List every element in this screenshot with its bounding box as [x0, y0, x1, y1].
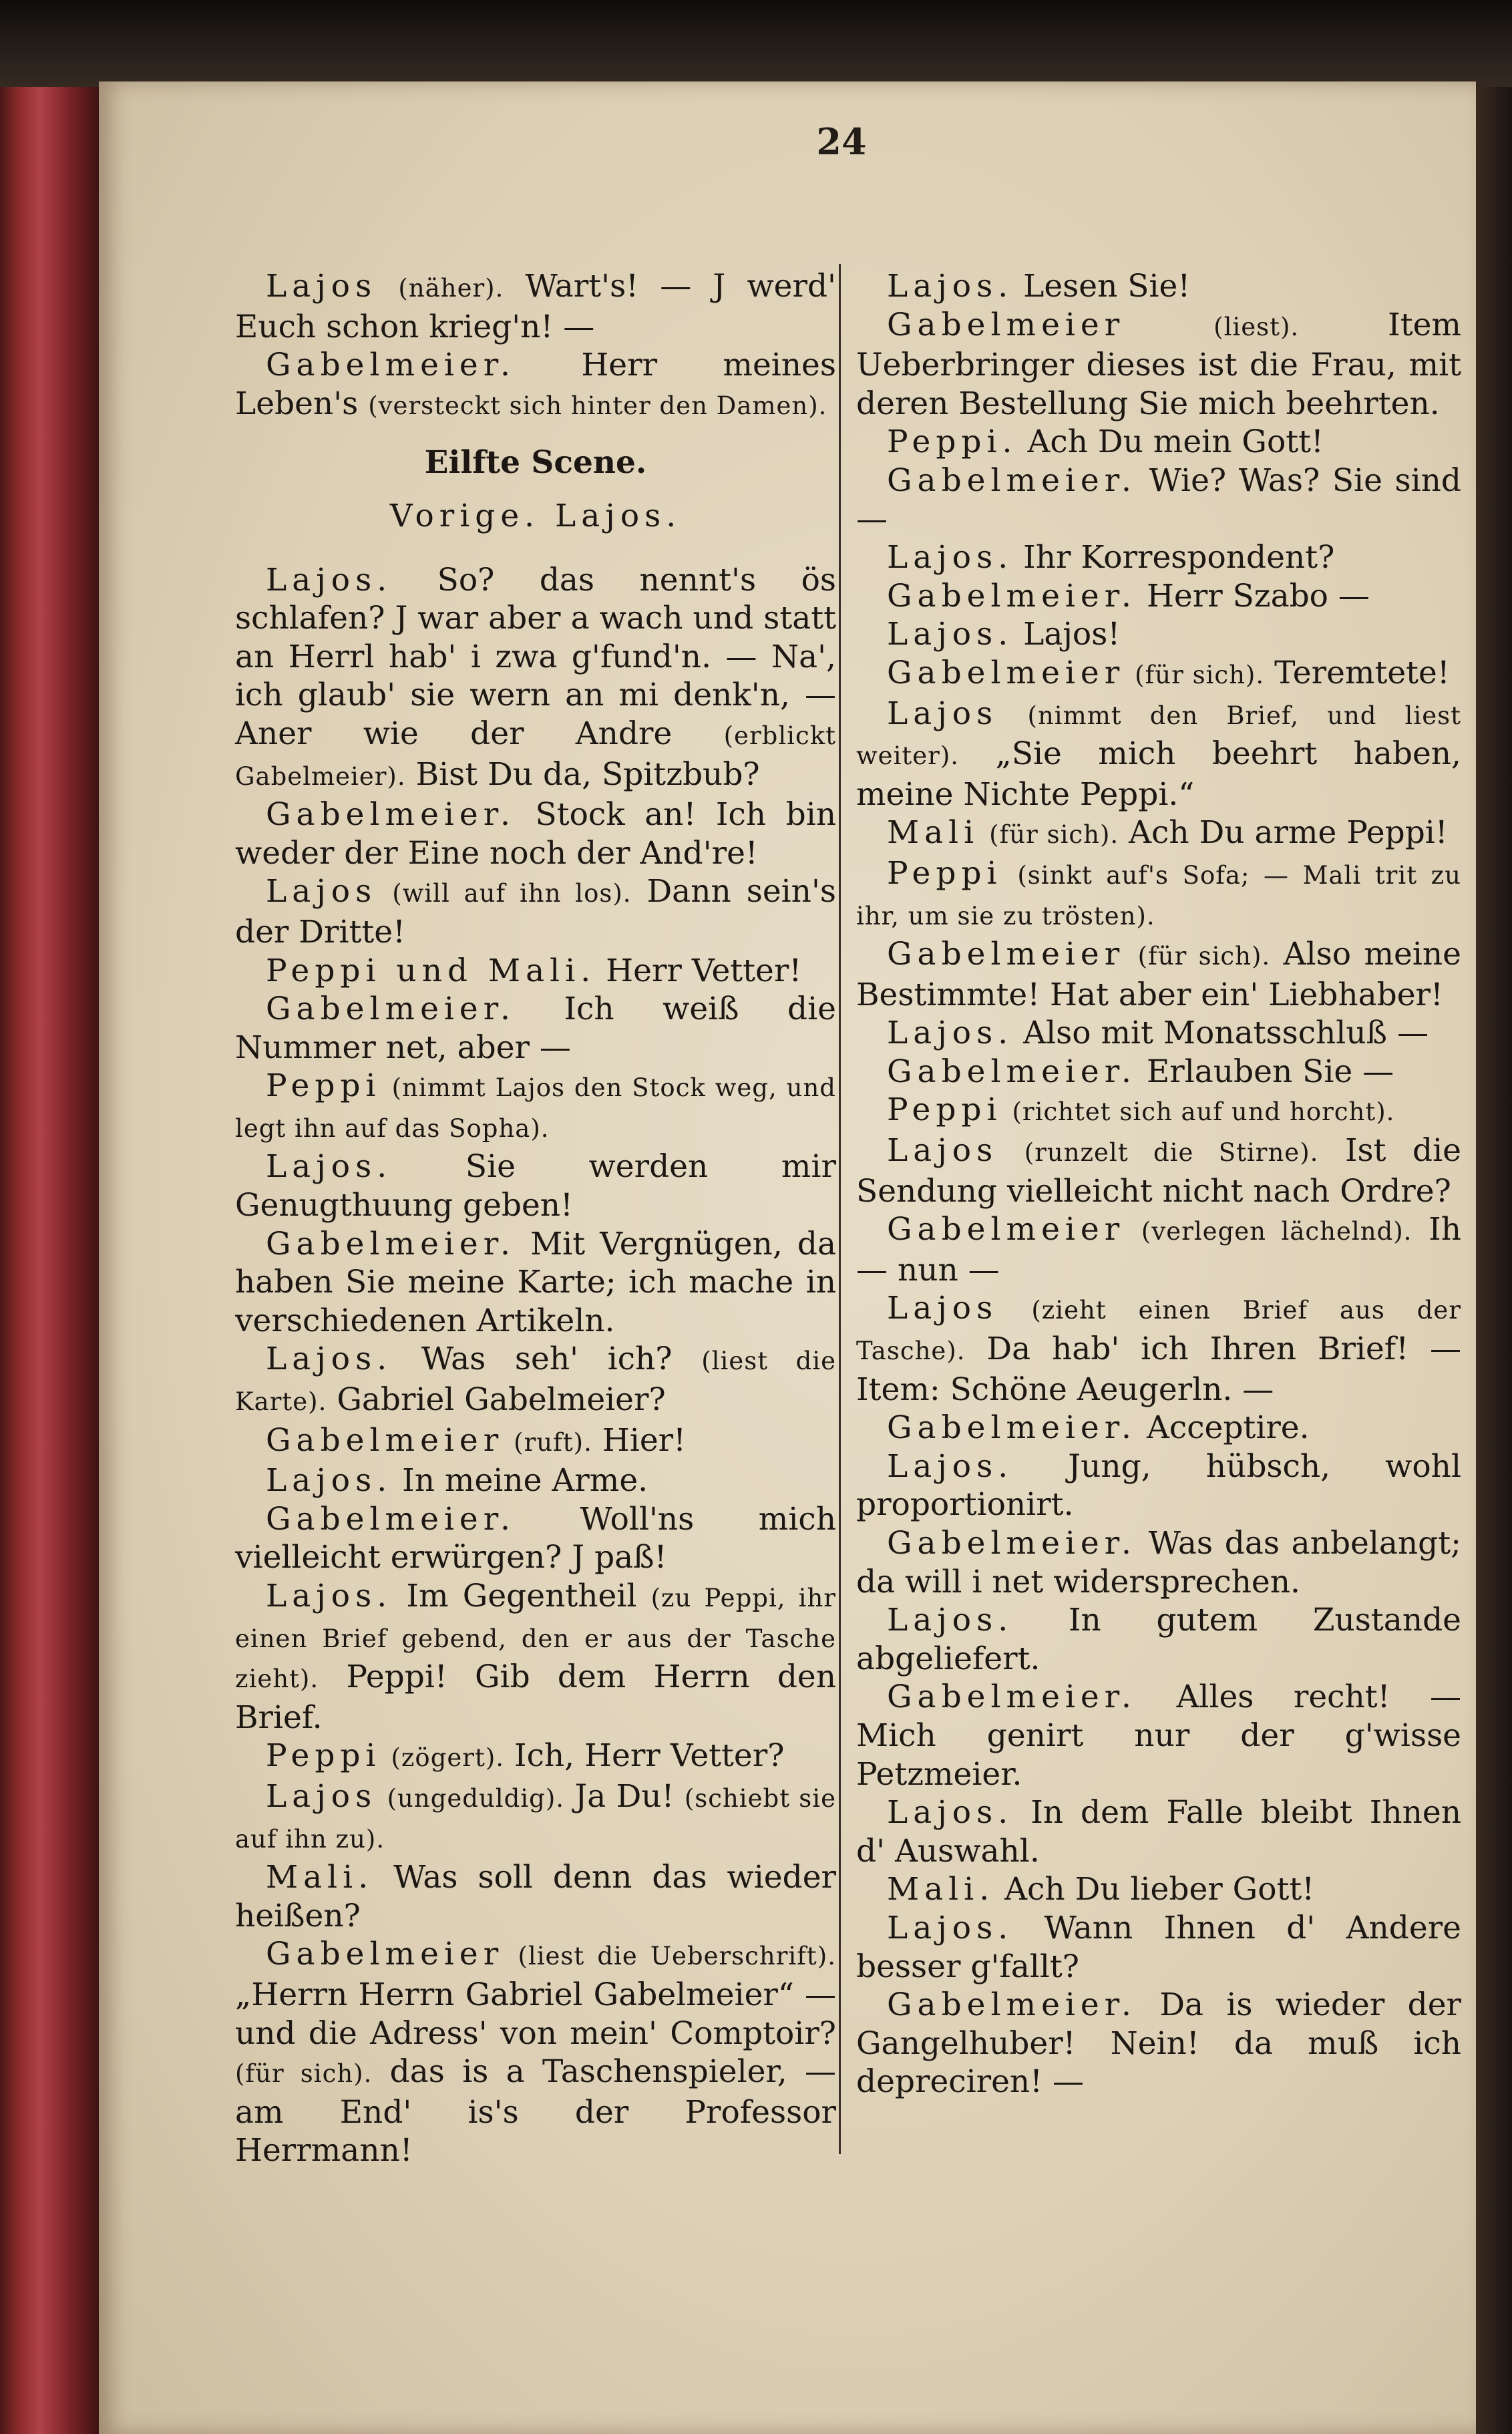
dialogue-text: Jung, hübsch, wohl proportionirt.	[856, 1447, 1461, 1524]
speaker-name: Gabelmeier.	[887, 1409, 1137, 1447]
dialogue-text: Dann sein's der Dritte!	[235, 873, 836, 950]
speaker-name: Lajos.	[266, 1148, 393, 1186]
speaker-name: Peppi	[266, 1067, 381, 1105]
dialogue-text: Was seh' ich?	[421, 1341, 673, 1378]
dialogue-text: Mit Vergnügen, da haben Sie meine Karte; ich mache in verschiedenen Artikeln.	[235, 1225, 836, 1339]
dialogue-text: Stock an! Ich bin weder der Eine noch der And're!	[235, 796, 836, 872]
speaker-name: Gabelmeier.	[887, 1679, 1137, 1716]
column-divider	[839, 264, 841, 2154]
speaker-name: Lajos	[266, 873, 377, 910]
speaker-name: Peppi	[266, 1737, 381, 1775]
speaker-name: Gabelmeier.	[266, 347, 516, 384]
speaker-name: Lajos.	[266, 1341, 393, 1378]
speaker-name: Gabelmeier.	[266, 991, 516, 1028]
speaker-name: Lajos	[266, 268, 377, 305]
dialogue-line	[856, 1601, 1461, 1678]
speaker-name: Lajos.	[266, 1578, 393, 1614]
dialogue-line	[235, 952, 836, 991]
speaker-name: Gabelmeier	[266, 1936, 504, 1973]
speaker-name: Mali.	[266, 1859, 374, 1896]
stage-direction: (für sich).	[1135, 660, 1265, 689]
dialogue-text: Wart's! — J werd' Euch schon krieg'n! —	[235, 268, 836, 345]
dialogue-text: Wie? Was? Sie sind —	[856, 462, 1461, 538]
dialogue-line	[856, 1409, 1461, 1447]
dialogue-text: Acceptire.	[1146, 1409, 1310, 1447]
stage-direction: (liest die Ueberschrift).	[518, 1942, 836, 1971]
dialogue-text: In dem Falle bleibt Ihnen d' Auswahl.	[856, 1794, 1461, 1870]
speaker-name: Lajos	[887, 695, 998, 732]
speaker-name: Lajos.	[887, 268, 1014, 305]
stage-direction: (runzelt die Stirne).	[1024, 1138, 1319, 1168]
dialogue-text: Was soll denn das wieder heißen?	[235, 1859, 836, 1934]
stage-direction: (verlegen lächelnd).	[1141, 1217, 1412, 1246]
speaker-name: Gabelmeier	[887, 654, 1125, 691]
dialogue-text: das is a Taschenspieler, — am End' is's der Professor Herrmann!	[235, 2053, 836, 2169]
speaker-name: Gabelmeier.	[266, 796, 516, 834]
dialogue-line	[856, 462, 1461, 538]
dialogue-line	[856, 1289, 1461, 1409]
dialogue-line	[856, 1210, 1461, 1289]
stage-direction: (ungeduldig).	[387, 1783, 565, 1813]
dialogue-line	[235, 1737, 836, 1777]
dialogue-text: Ach Du lieber Gott!	[1004, 1871, 1315, 1908]
speaker-name: Lajos.	[887, 616, 1014, 653]
dialogue-line	[856, 1053, 1461, 1091]
dialogue-text: Woll'ns mich vielleicht erwürgen? J paß!	[235, 1500, 836, 1576]
dialogue-line	[235, 1340, 836, 1421]
stage-direction: (liest).	[1213, 312, 1300, 341]
dialogue-text: Ja Du!	[574, 1777, 675, 1815]
speaker-name: Gabelmeier	[266, 1421, 504, 1459]
speaker-name: Lajos.	[887, 1602, 1014, 1639]
stage-direction: (liest die Karte).	[235, 1347, 836, 1417]
dialogue-text: Hier!	[602, 1421, 687, 1459]
dialogue-text: Gabriel Gabelmeier?	[337, 1381, 666, 1419]
dialogue-text: Erlauben Sie —	[1146, 1053, 1394, 1090]
stage-direction: (ruft).	[514, 1427, 592, 1457]
dialogue-line	[856, 615, 1461, 654]
dialogue-text: „Sie mich beehrt haben, meine Nichte Peppi.“	[856, 735, 1461, 813]
dialogue-text: Herr Szabo —	[1146, 577, 1370, 615]
stage-direction: (nimmt den Brief, und liest weiter).	[856, 701, 1461, 771]
stage-direction: (versteckt sich hinter den Damen).	[368, 391, 827, 420]
speaker-name: Lajos.	[887, 1015, 1014, 1052]
stage-direction: (für sich).	[1137, 942, 1271, 971]
stage-direction: (für sich).	[989, 820, 1119, 850]
dialogue-line	[235, 1421, 836, 1462]
dialogue-text: „Herrn Herrn Gabriel Gabelmeier“ — und die Adress' von mein' Comptoir?	[235, 1976, 836, 2052]
stage-direction: (richtet sich auf und horcht).	[1012, 1097, 1395, 1127]
dialogue-line	[856, 1447, 1461, 1524]
dialogue-line	[856, 1986, 1461, 2101]
dialogue-line	[235, 1935, 836, 2170]
speaker-name: Gabelmeier	[887, 306, 1125, 343]
right-column	[856, 267, 1461, 2101]
dialogue-line	[856, 854, 1461, 935]
dialogue-text: Herr Vetter!	[606, 952, 802, 989]
scene-title: Eilfte Scene.	[424, 444, 647, 482]
speaker-name: Mali.	[887, 1871, 995, 1908]
dialogue-line	[235, 561, 836, 796]
dialogue-line	[856, 538, 1461, 577]
speaker-name: Peppi.	[887, 423, 1018, 461]
speaker-name: Lajos.	[887, 1447, 1014, 1485]
dialogue-line	[856, 1909, 1461, 1986]
dialogue-text: In gutem Zustande abgeliefert.	[856, 1602, 1461, 1677]
book-spine	[0, 87, 100, 2434]
dialogue-line	[856, 423, 1461, 462]
speaker-name: Lajos	[266, 1777, 377, 1815]
dialogue-line	[235, 1225, 836, 1341]
speaker-name: Mali	[887, 814, 980, 852]
dialogue-text: Ihr Korrespondent?	[1023, 539, 1335, 576]
dialogue-text: Also meine Bestimmte! Hat aber ein' Liebhaber!	[856, 936, 1461, 1013]
dialogue-line	[235, 1461, 836, 1500]
dialogue-line	[235, 1858, 836, 1935]
dialogue-line	[856, 1678, 1461, 1793]
speaker-name: Gabelmeier.	[887, 577, 1137, 615]
dialogue-line	[856, 814, 1461, 854]
dialogue-line	[856, 577, 1461, 616]
dialogue-text: Ich weiß die Nummer net, aber —	[235, 991, 836, 1066]
dialogue-line	[235, 1148, 836, 1224]
dialogue-line	[856, 1091, 1461, 1132]
speaker-name: Lajos.	[887, 1909, 1014, 1946]
speaker-name: Lajos.	[887, 1794, 1014, 1832]
stage-direction: (für sich).	[235, 2059, 373, 2089]
book-edge	[1473, 87, 1512, 2434]
stage-direction: (sinkt auf's Sofa; — Mali trit zu ihr, um sie zu trösten).	[856, 860, 1461, 930]
dialogue-text: So? das nennt's ös schlafen? J war aber a wach und statt an Herrl hab' i zwa g'fund'n. — Na', ich glaub' sie wern an mi denk'n, — Aner wie der Andre	[235, 561, 836, 752]
dialogue-text: Herr meines Leben's	[235, 347, 836, 422]
dialogue-line	[235, 1777, 836, 1858]
speaker-name: Gabelmeier	[887, 936, 1125, 973]
speaker-name: Gabelmeier.	[887, 1986, 1137, 2024]
dialogue-text: Lajos!	[1023, 616, 1121, 653]
dialogue-line	[235, 872, 836, 951]
dialogue-line	[856, 935, 1461, 1014]
dialogue-line	[235, 990, 836, 1067]
dialogue-text: Ist die Sendung vielleicht nicht nach Ordre?	[856, 1132, 1461, 1210]
dialogue-line	[235, 1500, 836, 1577]
dialogue-text: Ih — nun —	[856, 1211, 1461, 1288]
speaker-name: Lajos.	[266, 1462, 393, 1500]
speaker-name: Gabelmeier.	[887, 462, 1137, 499]
stage-direction: (will auf ihn los).	[392, 879, 632, 908]
dialogue-line	[235, 796, 836, 872]
dialogue-text: Alles recht! — Mich genirt nur der g'wisse Petzmeier.	[856, 1679, 1461, 1793]
dialogue-line	[856, 1793, 1461, 1870]
dialogue-text: Ich, Herr Vetter?	[514, 1737, 785, 1775]
dialogue-line	[856, 267, 1461, 306]
dialogue-text: Sie werden mir Genugthuung geben!	[235, 1148, 836, 1224]
dialogue-line	[856, 1524, 1461, 1601]
speaker-name: Gabelmeier.	[266, 1225, 516, 1262]
speaker-name: Lajos	[887, 1132, 998, 1170]
speaker-name: Lajos	[887, 1290, 998, 1327]
dialogue-text: Item Ueberbringer dieses ist die Frau, mit deren Bestellung Sie mich beehrten.	[856, 306, 1461, 422]
dialogue-line	[235, 346, 836, 425]
dialogue-text: Da is wieder der Gangelhuber! Nein! da muß ich depreciren! —	[856, 1986, 1461, 2101]
dialogue-text: Ach Du mein Gott!	[1027, 423, 1324, 461]
stage-direction: (schiebt sie auf ihn zu).	[235, 1783, 836, 1854]
speaker-name: Gabelmeier	[887, 1211, 1125, 1248]
dialogue-text: Wann Ihnen d' Andere besser g'fallt?	[856, 1909, 1461, 1985]
speaker-name: Peppi und Mali.	[266, 952, 596, 989]
dialogue-text: Peppi! Gib dem Herrn den Brief.	[235, 1659, 836, 1736]
stage-direction: (zögert).	[391, 1743, 505, 1773]
speaker-name: Gabelmeier.	[887, 1053, 1137, 1090]
page-number: 24	[816, 120, 867, 163]
stage-direction: (näher).	[398, 274, 504, 303]
dialogue-line	[235, 267, 836, 346]
dialogue-line	[235, 1067, 836, 1148]
dialogue-text: Was das anbelangt; da will i net widersprechen.	[856, 1525, 1461, 1600]
dialogue-line	[856, 1132, 1461, 1210]
dialogue-line	[856, 1014, 1461, 1053]
speaker-name: Gabelmeier.	[887, 1525, 1137, 1562]
speaker-name: Peppi	[887, 854, 1002, 892]
speaker-name: Peppi	[887, 1091, 1002, 1129]
left-column	[235, 267, 836, 2170]
dialogue-text: Lesen Sie!	[1023, 268, 1191, 305]
dialogue-text: In meine Arme.	[402, 1462, 648, 1500]
dialogue-line	[856, 306, 1461, 423]
scene-persons: Vorige. Lajos.	[389, 497, 682, 534]
stage-direction: (zieht einen Brief aus der Tasche).	[856, 1296, 1461, 1366]
dialogue-text: Bist Du da, Spitzbub?	[415, 755, 760, 793]
stage-direction: (zu Peppi, ihr einen Brief gebend, den er aus der Tasche zieht).	[235, 1584, 836, 1694]
dialogue-line	[856, 654, 1461, 695]
dialogue-text: Ach Du arme Peppi!	[1129, 814, 1448, 852]
dialogue-text: Also mit Monatsschluß —	[1023, 1015, 1429, 1052]
speaker-name: Lajos.	[887, 539, 1014, 576]
dialogue-text: Da hab' ich Ihren Brief! — Item: Schöne Aeugerln. —	[856, 1331, 1461, 1408]
speaker-name: Lajos.	[266, 561, 393, 598]
stage-direction: (erblickt Gabelmeier).	[235, 721, 836, 791]
stage-direction: (nimmt Lajos den Stock weg, und legt ihn auf das Sopha).	[235, 1073, 836, 1143]
dialogue-text: Teremtete!	[1274, 654, 1450, 691]
dialogue-line	[856, 695, 1461, 814]
dialogue-line	[856, 1870, 1461, 1909]
dialogue-line	[235, 1577, 836, 1737]
speaker-name: Gabelmeier.	[266, 1500, 516, 1538]
dialogue-text: Im Gegentheil	[406, 1578, 637, 1614]
